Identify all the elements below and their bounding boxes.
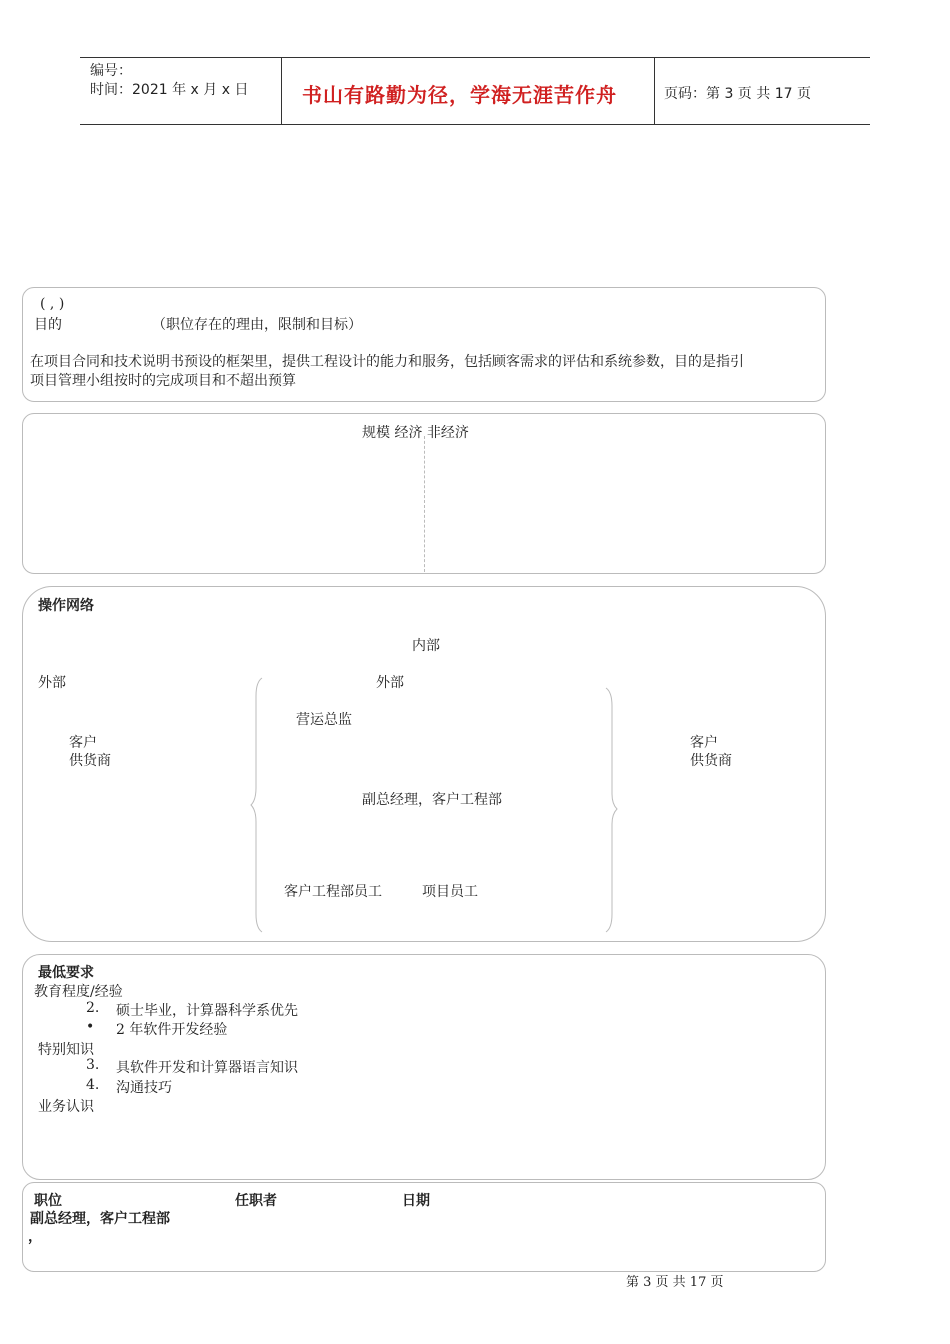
list-item: 具软件开发和计算器语言知识 [116, 1060, 298, 1076]
purpose-subtitle: （职位存在的理由，限制和目标） [152, 317, 362, 333]
purpose-paren: ( , ) [40, 296, 65, 312]
network-internal-label: 内部 [412, 638, 440, 654]
network-project-staff: 项目员工 [422, 884, 478, 900]
header-bottom-rule [80, 124, 870, 125]
purpose-title: 目的 [34, 317, 62, 333]
education-label: 教育程度/经验 [34, 984, 123, 1000]
list-item: 沟通技巧 [116, 1080, 172, 1096]
page-footer: 第 3 页 共 17 页 [626, 1275, 724, 1290]
network-external-left: 外部 [38, 675, 66, 691]
purpose-text-line2: 项目管理小组按时的完成项目和不超出预算 [30, 373, 296, 389]
position-comma: ， [28, 1229, 42, 1245]
holder-label: 任职者 [235, 1193, 277, 1209]
header-divider [654, 57, 655, 125]
network-ops-director: 营运总监 [296, 712, 352, 728]
header-top-rule [80, 57, 870, 58]
network-title: 操作网络 [38, 598, 94, 614]
requirements-title: 最低要求 [38, 965, 94, 981]
position-label: 职位 [34, 1193, 62, 1209]
network-supplier-left: 供货商 [69, 753, 111, 769]
network-engineering-staff: 客户工程部员工 [284, 884, 382, 900]
position-value: 副总经理，客户工程部 [30, 1211, 170, 1227]
network-supplier-right: 供货商 [690, 753, 732, 769]
right-brace [600, 686, 624, 934]
network-external-mid: 外部 [376, 675, 404, 691]
doc-number-label: 编号： [90, 63, 132, 79]
purpose-text-line1: 在项目合同和技术说明书预设的框架里，提供工程设计的能力和服务，包括顾客需求的评估和系统参数，目的是指引 [30, 354, 744, 370]
page-indicator: 页码：第 3 页 共 17 页 [664, 86, 811, 102]
network-deputy-manager: 副总经理，客户工程部 [362, 792, 502, 808]
scale-title: 规模 经济 非经济 [362, 425, 469, 441]
left-brace [248, 676, 272, 934]
header-divider [281, 57, 282, 125]
network-customer-right: 客户 [690, 735, 718, 751]
list-item-marker: • [86, 1019, 95, 1035]
doc-time-label: 时间：2021 年 x 月 x 日 [90, 82, 249, 98]
list-item: 2 年软件开发经验 [116, 1022, 228, 1038]
business-awareness-label: 业务认识 [38, 1099, 94, 1115]
header-motto: 书山有路勤为径，学海无涯苦作舟 [302, 83, 617, 107]
scale-divider [424, 436, 425, 572]
list-item: 硕士毕业，计算器科学系优先 [116, 1003, 298, 1019]
list-item-marker: 3. [86, 1057, 100, 1073]
list-item-marker: 4. [86, 1077, 100, 1093]
list-item-marker: 2. [86, 1000, 100, 1016]
network-customer-left: 客户 [69, 735, 97, 751]
date-label: 日期 [402, 1193, 430, 1209]
special-knowledge-label: 特别知识 [38, 1042, 94, 1058]
